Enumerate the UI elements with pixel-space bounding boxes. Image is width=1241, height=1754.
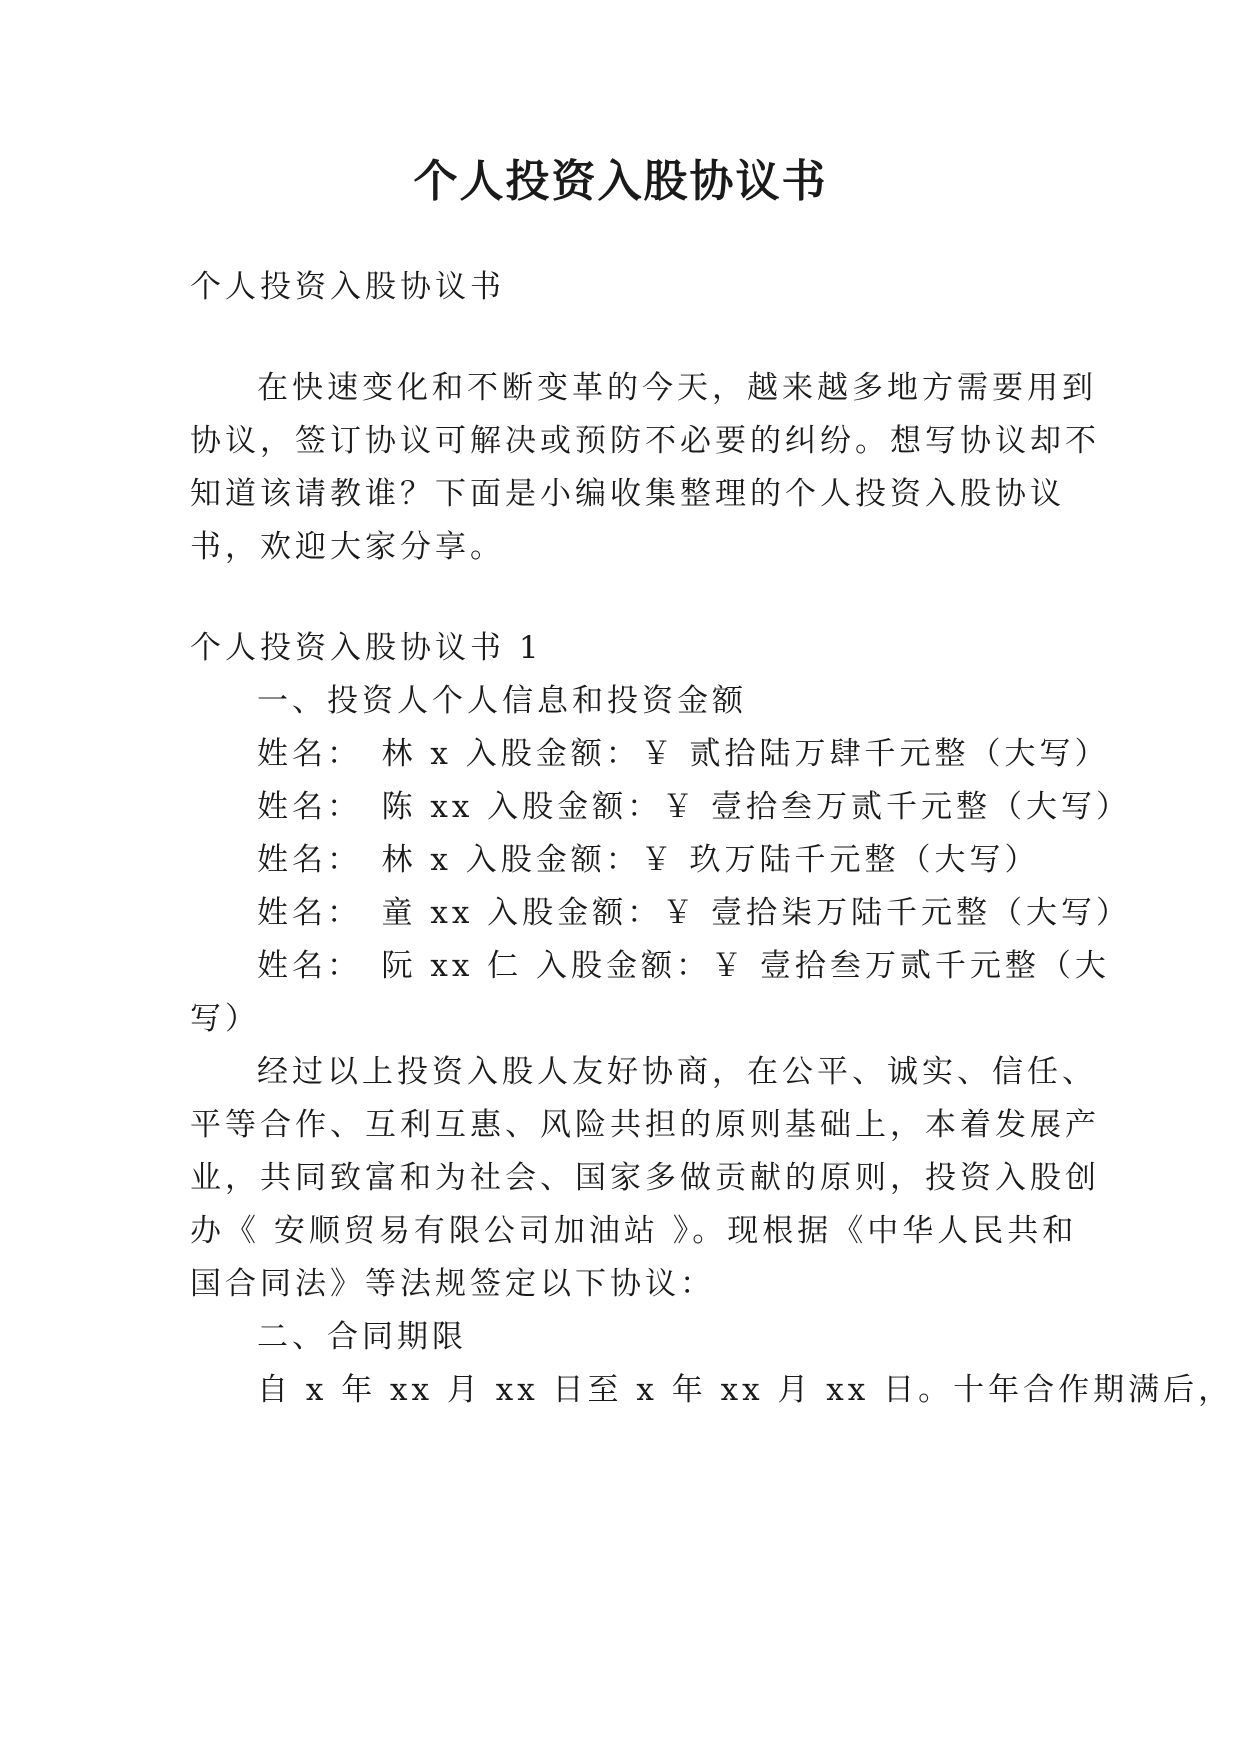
clause-heading-1: 一、投资人个人信息和投资金额: [257, 683, 747, 719]
intro-line-4: 书，欢迎大家分享。: [190, 529, 505, 565]
body-line-3: 业，共同致富和为社会、国家多做贡献的原则，投资入股创: [190, 1160, 1100, 1196]
investor-line-3: 姓名： 林 x 入股金额：￥ 玖万陆千元整（大写）: [257, 842, 1040, 878]
investor-line-5: 姓名： 阮 xx 仁 入股金额：￥ 壹拾叁万贰千元整（大: [257, 948, 1110, 984]
document-title: 个人投资入股协议书: [413, 156, 828, 207]
clause-heading-2: 二、合同期限: [257, 1319, 467, 1355]
investor-line-5-cont: 写）: [190, 1001, 260, 1037]
subtitle-line: 个人投资入股协议书: [190, 269, 505, 305]
intro-line-1: 在快速变化和不断变革的今天，越来越多地方需要用到: [257, 370, 1097, 406]
term-line-1: 自 x 年 xx 月 xx 日至 x 年 xx 月 xx 日。十年合作期满后，: [257, 1372, 1234, 1408]
body-line-1: 经过以上投资入股人友好协商，在公平、诚实、信任、: [257, 1054, 1097, 1090]
body-line-4: 办《 安顺贸易有限公司加油站 》。现根据《中华人民共和: [190, 1213, 1078, 1249]
investor-line-2: 姓名： 陈 xx 入股金额：￥ 壹拾叁万贰千元整（大写）: [257, 789, 1132, 825]
intro-line-2: 协议，签订协议可解决或预防不必要的纠纷。想写协议却不: [190, 423, 1100, 459]
body-line-2: 平等合作、互利互惠、风险共担的原则基础上，本着发展产: [190, 1107, 1100, 1143]
intro-line-3: 知道该请教谁？下面是小编收集整理的个人投资入股协议: [190, 476, 1065, 512]
investor-line-4: 姓名： 童 xx 入股金额：￥ 壹拾柒万陆千元整（大写）: [257, 895, 1132, 931]
section-heading: 个人投资入股协议书 1: [190, 630, 543, 666]
body-line-5: 国合同法》等法规签定以下协议：: [190, 1266, 715, 1302]
investor-line-1: 姓名： 林 x 入股金额：￥ 贰拾陆万肆千元整（大写）: [257, 736, 1110, 772]
